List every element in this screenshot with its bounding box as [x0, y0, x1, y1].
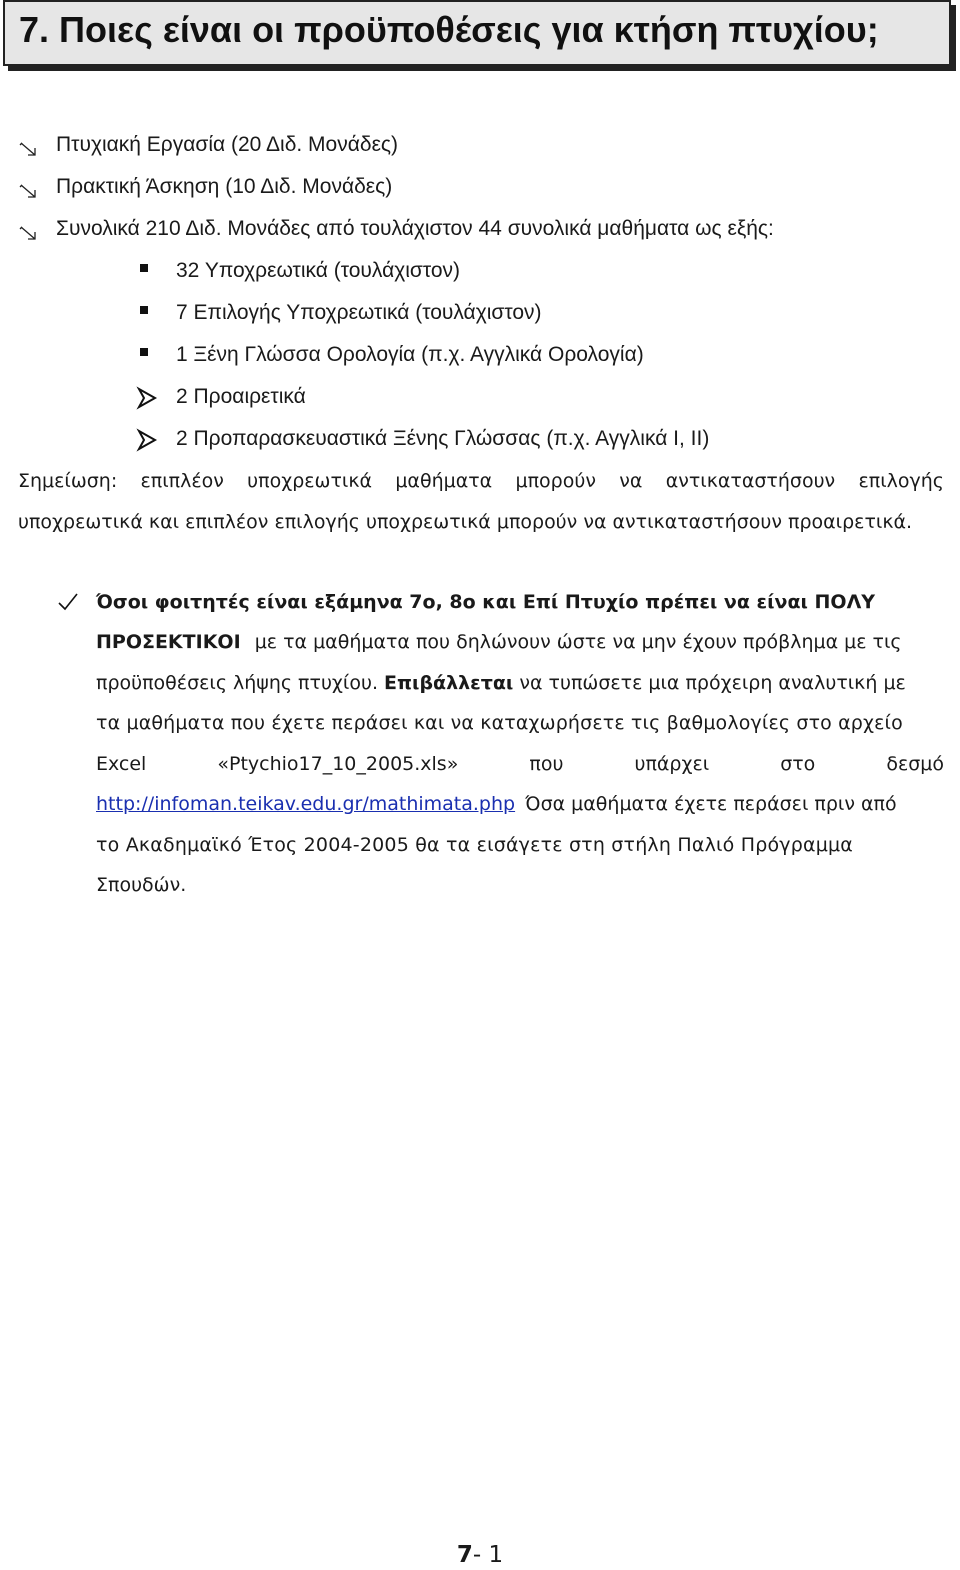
note-word: αντικαταστήσουν	[665, 470, 836, 492]
sub-list-item: 32 Υποχρεωτικά (τουλάχιστον)	[176, 259, 461, 282]
sub-list-item: 2 Προαιρετικά	[176, 385, 306, 408]
sub-list-item: 1 Ξένη Γλώσσα Ορολογία (π.χ. Αγγλικά Ορολογία)	[176, 343, 644, 366]
warning-word: στο	[780, 753, 816, 775]
warning-word: δεσμό	[886, 753, 944, 775]
arrowhead-bullet-icon	[136, 386, 160, 410]
warning-word: υπάρχει	[634, 753, 710, 775]
section-heading: 7. Ποιες είναι οι προϋποθέσεις για κτήση πτυχίου;	[19, 9, 879, 50]
warning-emphasis: ΠΡΟΣΕΚΤΙΚΟΙ	[96, 631, 241, 653]
warning-line-6	[96, 790, 897, 818]
warning-word: Excel	[96, 753, 147, 775]
arrowhead-bullet-icon	[136, 428, 160, 452]
note-word: επιπλέον	[140, 470, 224, 492]
mathimata-link[interactable]: http://infoman.teikav.edu.gr/mathimata.php	[96, 793, 516, 815]
warning-text: Όσα μαθήματα έχετε περάσει πριν από	[525, 793, 897, 815]
note-line-1	[18, 467, 944, 495]
page-number: - 1	[472, 1542, 504, 1568]
square-bullet-icon	[140, 306, 148, 314]
warning-line-4: τα μαθήματα που έχετε περάσει και να καταχωρήσετε τις βαθμολογίες στο αρχείο	[96, 712, 903, 734]
warning-emphasis: Επιβάλλεται	[384, 672, 514, 694]
note-word: μπορούν	[515, 470, 596, 492]
note-word: να	[619, 470, 643, 492]
warning-text: με τα μαθήματα που δηλώνουν ώστε να μην έχουν πρόβλημα με τις	[254, 631, 902, 653]
note-label: Σημείωση:	[18, 470, 118, 492]
warning-line-3	[96, 669, 906, 697]
arrow-bullet-icon	[18, 222, 42, 246]
warning-line-5	[96, 750, 944, 778]
note-word: υποχρεωτικά	[247, 470, 373, 492]
list-item: Πτυχιακή Εργασία (20 Διδ. Μονάδες)	[56, 133, 399, 156]
warning-line-7: το Ακαδημαϊκό Έτος 2004-2005 θα τα εισάγετε στη στήλη Παλιό Πρόγραμμα	[96, 834, 854, 856]
checkmark-icon	[56, 590, 80, 614]
note-line-2: υποχρεωτικά και επιπλέον επιλογής υποχρεωτικά μπορούν να αντικαταστήσουν προαιρετικά.	[18, 511, 913, 533]
warning-text: να τυπώσετε μια πρόχειρη αναλυτική με	[519, 672, 906, 694]
note-word: επιλογής	[858, 470, 944, 492]
chapter-number: 7	[456, 1542, 473, 1568]
list-item: Πρακτική Άσκηση (10 Διδ. Μονάδες)	[56, 175, 393, 198]
section-heading-box	[3, 0, 951, 66]
filename: «Ptychio17_10_2005.xls»	[217, 753, 459, 775]
warning-word: που	[529, 753, 564, 775]
arrow-bullet-icon	[18, 138, 42, 162]
note-word: μαθήματα	[395, 470, 493, 492]
warning-line-8: Σπουδών.	[96, 874, 187, 896]
square-bullet-icon	[140, 348, 148, 356]
sub-list-item: 2 Προπαρασκευαστικά Ξένης Γλώσσας (π.χ. Αγγλικά I, II)	[176, 427, 710, 450]
sub-list-item: 7 Επιλογής Υποχρεωτικά (τουλάχιστον)	[176, 301, 542, 324]
square-bullet-icon	[140, 264, 148, 272]
warning-text: προϋποθέσεις λήψης πτυχίου.	[96, 672, 378, 694]
page-footer	[0, 1540, 960, 1570]
list-item: Συνολικά 210 Διδ. Μονάδες από τουλάχιστον 44 συνολικά μαθήματα ως εξής:	[56, 217, 774, 240]
warning-line-1: Όσοι φοιτητές είναι εξάμηνα 7ο, 8ο και Επί Πτυχίο πρέπει να είναι ΠΟΛΥ	[96, 591, 876, 613]
arrow-bullet-icon	[18, 180, 42, 204]
warning-line-2	[96, 628, 902, 656]
